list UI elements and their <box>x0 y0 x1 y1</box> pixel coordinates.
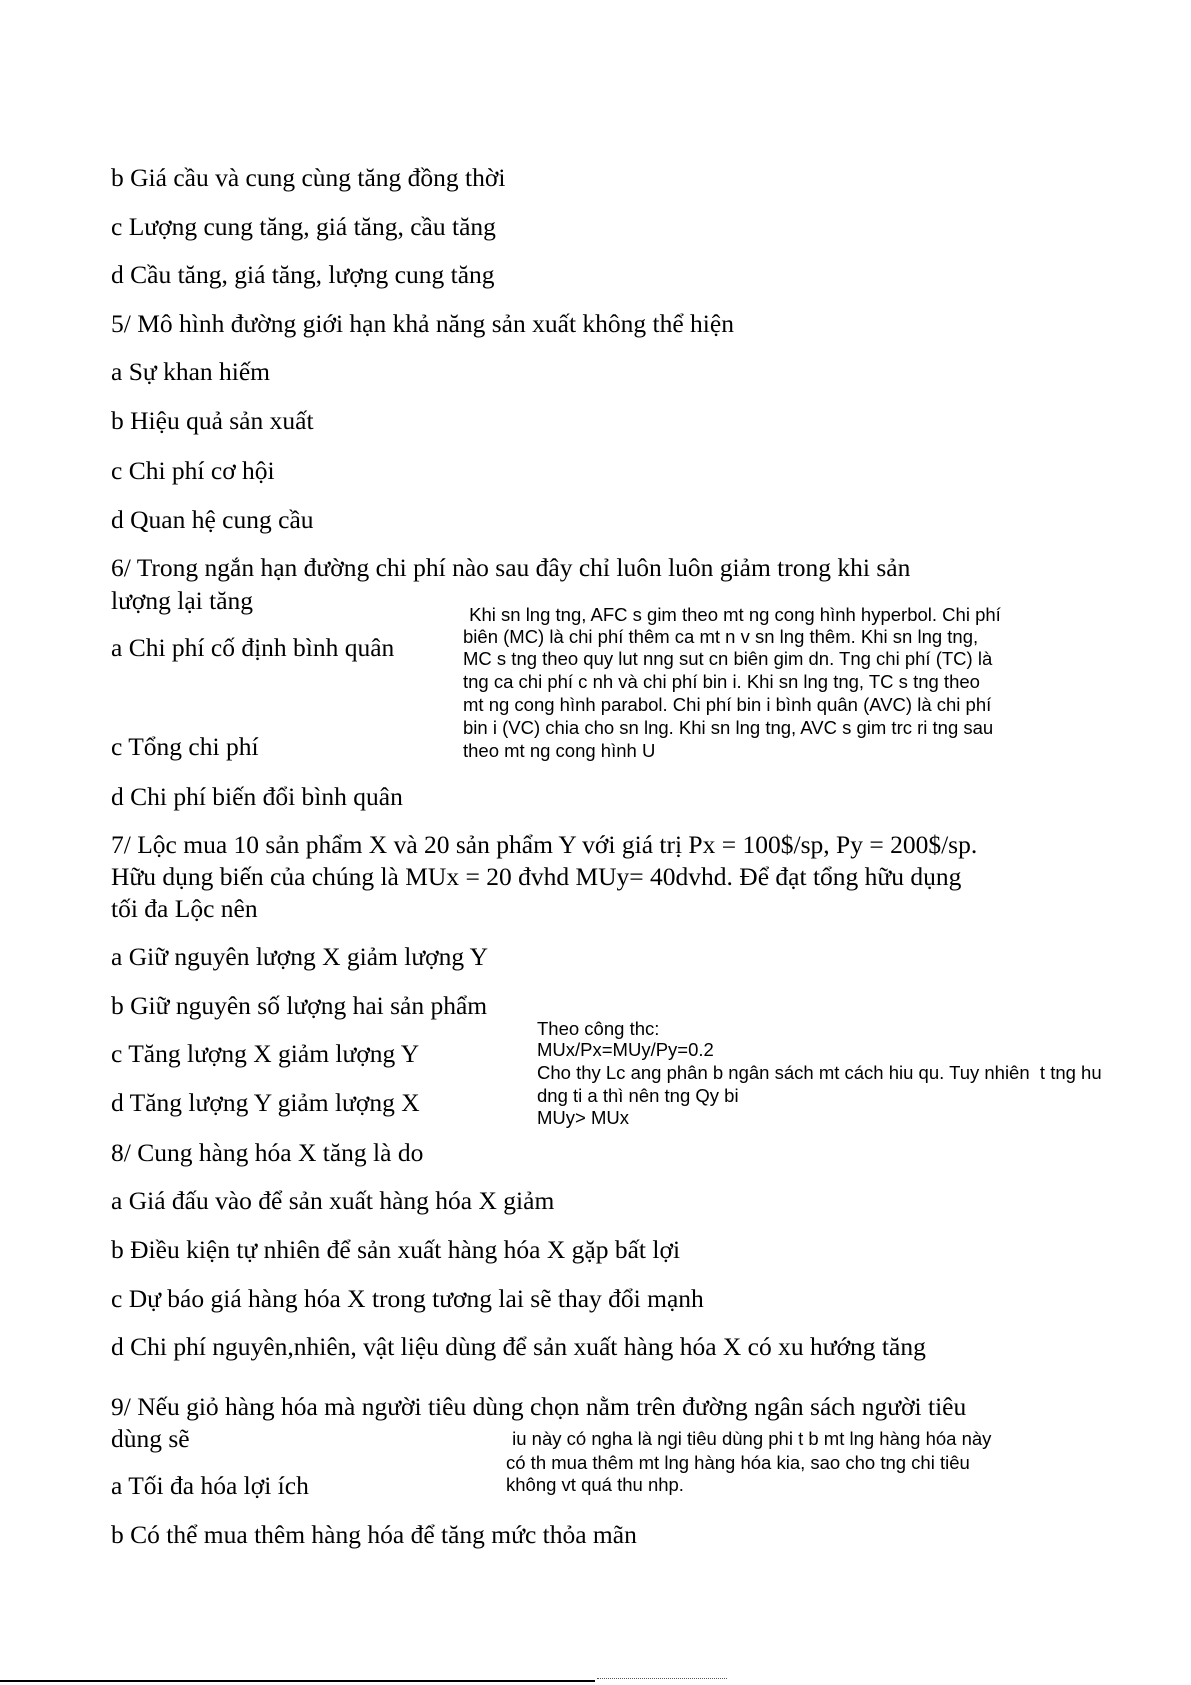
utility-note-line: MUy> MUx <box>537 1107 629 1128</box>
q7-option-b: b Giữ nguyên số lượng hai sản phẩm <box>111 991 488 1020</box>
q6-option-a: a Chi phí cố định bình quân <box>111 633 395 662</box>
q6-stem-line-2: lượng lại tăng <box>111 586 254 615</box>
page-bottom-divider <box>0 1680 595 1682</box>
budget-note-line: không vt quá thu nhp. <box>506 1474 684 1495</box>
q5-stem: 5/ Mô hình đường giới hạn khả năng sản xuất không thể hiện <box>111 309 734 338</box>
cost-note-line: bin i (VC) chia cho sn lng. Khi sn lng tng, AVC s gim trc ri tng sau <box>463 717 994 738</box>
q7-stem-line-2: Hữu dụng biến của chúng là MUx = 20 đvhd MUy= 40dvhd. Để đạt tổng hữu dụng <box>111 862 962 891</box>
budget-note-line: iu này có ngha là ngi tiêu dùng phi t b mt lng hàng hóa này <box>507 1428 992 1449</box>
q8-option-c: c Dự báo giá hàng hóa X trong tương lai sẽ thay đổi mạnh <box>111 1284 704 1313</box>
q5-option-c: c Chi phí cơ hội <box>111 456 275 485</box>
q4-option-d: d Cầu tăng, giá tăng, lượng cung tăng <box>111 260 495 289</box>
cost-note-line: mt ng cong hình parabol. Chi phí bin i bình quân (AVC) là chi phí <box>463 694 992 715</box>
q7-stem-line-3: tối đa Lộc nên <box>111 894 258 923</box>
q5-option-a: a Sự khan hiếm <box>111 357 271 386</box>
utility-note-line: Cho thy Lc ang phân b ngân sách mt cách hiu qu. Tuy nhiên t tng hu <box>537 1062 1102 1083</box>
q8-option-a: a Giá đấu vào để sản xuất hàng hóa X giảm <box>111 1186 555 1215</box>
cost-note-line: theo mt ng cong hình U <box>463 740 656 761</box>
q4-option-c: c Lượng cung tăng, giá tăng, cầu tăng <box>111 212 496 241</box>
q6-option-c: c Tổng chi phí <box>111 732 259 761</box>
q6-stem-line-1: 6/ Trong ngắn hạn đường chi phí nào sau đây chỉ luôn luôn giảm trong khi sản <box>111 553 911 582</box>
q5-option-b: b Hiệu quả sản xuất <box>111 406 314 435</box>
q5-option-d: d Quan hệ cung cầu <box>111 505 314 534</box>
cost-note-line: tng ca chi phí c nh và chi phí bin i. Khi sn lng tng, TC s tng theo <box>463 671 980 692</box>
page-bottom-dots <box>597 1678 727 1683</box>
q6-option-d: d Chi phí biến đổi bình quân <box>111 782 403 811</box>
q7-option-d: d Tăng lượng Y giảm lượng X <box>111 1088 420 1117</box>
q7-option-a: a Giữ nguyên lượng X giảm lượng Y <box>111 942 488 971</box>
cost-note-line: Khi sn lng tng, AFC s gim theo mt ng cong hình hyperbol. Chi phí <box>464 604 1001 625</box>
cost-note-line: biên (MC) là chi phí thêm ca mt n v sn lng thêm. Khi sn lng tng, <box>463 626 979 647</box>
q9-option-a: a Tối đa hóa lợi ích <box>111 1471 309 1500</box>
q9-stem-line-2: dùng sẽ <box>111 1424 190 1453</box>
q8-option-d: d Chi phí nguyên,nhiên, vật liệu dùng để sản xuất hàng hóa X có xu hướng tăng <box>111 1332 926 1361</box>
q9-stem-line-1: 9/ Nếu giỏ hàng hóa mà người tiêu dùng chọn nằm trên đường ngân sách người tiêu <box>111 1392 967 1421</box>
q9-option-b: b Có thể mua thêm hàng hóa để tăng mức thỏa mãn <box>111 1520 637 1549</box>
utility-note-line: MUx/Px=MUy/Py=0.2 <box>537 1039 714 1060</box>
utility-note-line: Theo công thc: <box>537 1018 660 1039</box>
utility-note-line: dng ti a thì nên tng Qy bi <box>537 1085 739 1106</box>
q8-stem: 8/ Cung hàng hóa X tăng là do <box>111 1138 424 1167</box>
q7-stem-line-1: 7/ Lộc mua 10 sản phẩm X và 20 sản phẩm Y với giá trị Px = 100$/sp, Py = 200$/sp. <box>111 830 978 859</box>
q7-option-c: c Tăng lượng X giảm lượng Y <box>111 1039 420 1068</box>
cost-note-line: MC s tng theo quy lut nng sut cn biên gim dn. Tng chi phí (TC) là <box>463 648 993 669</box>
budget-note-line: có th mua thêm mt lng hàng hóa kia, sao cho tng chi tiêu <box>506 1452 970 1473</box>
q4-option-b: b Giá cầu và cung cùng tăng đồng thời <box>111 163 506 192</box>
q8-option-b: b Điều kiện tự nhiên để sản xuất hàng hóa X gặp bất lợi <box>111 1235 681 1264</box>
